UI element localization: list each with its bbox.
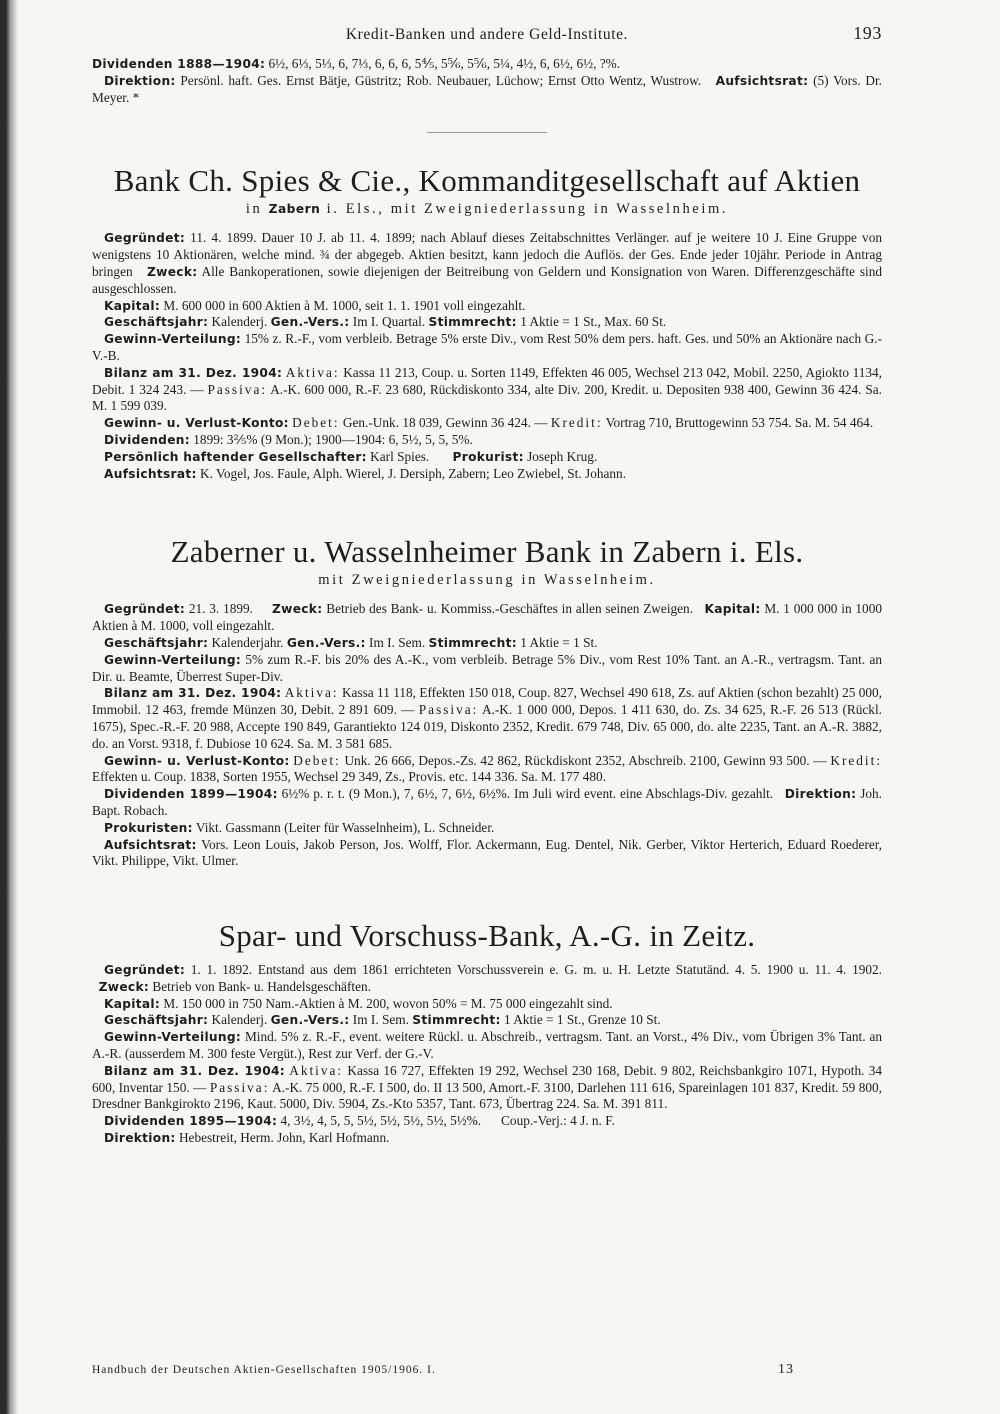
aktiva-text: Kassa 11 213, Coup. u. Sorten 1149, Effekten 46 005, Wechsel 213 042, Mobil. 2250, Agiokto 1134, Debit. 1 324 243. — xyxy=(92,364,883,397)
field-text: 6½% p. r. t. (9 Mon.), 7, 6½, 7, 6½, 6½%. Im Juli wird event. eine Abschlags-Div. gezahlt. xyxy=(281,786,774,802)
field-text: Joh. Bapt. Robach. xyxy=(92,786,882,818)
field-label: Gegründet: xyxy=(104,602,186,617)
field-text: 1 Aktie = 1 St., Grenze 10 St. xyxy=(503,1012,661,1028)
field-text: Joseph Krug. xyxy=(527,448,598,464)
field-label: Dividenden 1895—1904: xyxy=(104,1114,278,1129)
field-label: Geschäftsjahr: xyxy=(104,315,209,330)
field-text: M. 150 000 in 750 Nam.-Aktien à M. 200, wovon 50% = M. 75 000 eingezahlt sind. xyxy=(163,995,613,1011)
section-spacer xyxy=(92,870,882,918)
book-page xyxy=(92,23,883,1147)
field-text: (5) Vors. Dr. Meyer. * xyxy=(92,72,882,105)
kredit-text: Vortrag 710, Bruttogewinn 53 754. Sa. M. 54 464. xyxy=(605,415,874,431)
passiva-text: A.-K. 600 000, R.-F. 23 680, Rückdiskonto 334, alte Div. 200, Kredit. u. Depositen 938 400, Gewinn 36 424. Sa. M. 1 599 039. xyxy=(92,381,882,414)
subtitle-post: i. Els., mit Zweigniederlassung in Wasselnheim. xyxy=(326,201,729,218)
entry-dividenden xyxy=(92,432,882,449)
entry-kapital xyxy=(92,298,882,315)
entry-gewinnverteilung xyxy=(92,1029,882,1063)
field-text: Alle Bankoperationen, sowie diejenigen der Beitreibung von Geldern und Konsignation von Waren. Differenzgeschäfte sind ausgeschlossen. xyxy=(92,263,882,296)
field-text: 6½, 6⅓, 5⅓, 6, 7⅓, 6, 6, 6, 5⅘, 5⅚, 5⅚, 5¼, 4½, 6, 6½, 6½, ?%. xyxy=(268,56,621,71)
debet-label: Debet: xyxy=(293,752,341,768)
bank-subtitle: mit Zweigniederlassung in Wasselnheim. xyxy=(318,572,656,589)
entry-bilanz xyxy=(92,1063,882,1113)
field-label: Kapital: xyxy=(104,996,161,1011)
field-label: Stimmrecht: xyxy=(412,1013,501,1028)
entry-gegruendet xyxy=(92,230,882,297)
field-text: 1. 1. 1892. Entstand aus dem 1861 errichteten Vorschussverein e. G. m. u. H. Letzte Statutänd. 4. 5. 1900 u. 11. 4. 1902. xyxy=(190,962,882,978)
field-label: Geschäftsjahr: xyxy=(104,1013,209,1028)
passiva-text: A.-K. 75 000, R.-F. I 500, do. II 13 500, Amort.-F. 3100, Darlehen 111 616, Spareinlagen 101 837, Kredit. 59 800, Dresdner Bankgirokto 2196, Kaut. 5000, Div. 5904, Zs.-Kto 5357, Tant. 673, Übertrag 224. Sa. M. 391 811. xyxy=(92,1079,883,1112)
entry-direktion xyxy=(92,73,882,107)
field-label: Kapital: xyxy=(104,298,161,313)
field-text: Im I. Sem. xyxy=(369,634,426,650)
field-text: 1899: 3⅖% (9 Mon.); 1900—1904: 6, 5½, 5, 5, 5%. xyxy=(193,431,473,447)
entry-gewinnverteilung xyxy=(92,652,882,686)
field-text: 5% zum R.-F. bis 20% des A.-K., vom verbleib. Betrage 5% Div., vom Rest 10% Tant. an A.-R., vertragsm. Tant. an Dir. u. Beamte, Überrest Super-Div. xyxy=(92,651,882,684)
entry-guv xyxy=(92,753,882,787)
field-label: Gen.-Vers.: xyxy=(286,635,366,650)
field-label: Gewinn-Verteilung: xyxy=(104,332,242,347)
field-label: Aufsichtsrat: xyxy=(104,837,197,852)
field-label: Gewinn- u. Verlust-Konto: xyxy=(104,753,290,768)
entry-gegruendet xyxy=(92,962,882,996)
field-text: Karl Spies. xyxy=(370,448,430,464)
entry-dividenden xyxy=(92,1113,882,1130)
field-label: Bilanz am 31. Dez. 1904: xyxy=(104,1063,285,1078)
running-title: Kredit-Banken und andere Geld-Institute. xyxy=(345,26,629,43)
page-footer xyxy=(92,1364,882,1376)
field-label: Gewinn-Verteilung: xyxy=(104,652,242,667)
entry-kapital xyxy=(92,996,882,1013)
field-text: M. 600 000 in 600 Aktien à M. 1000, seit 1. 1. 1901 voll eingezahlt. xyxy=(163,297,526,313)
aktiva-text: Kassa 11 118, Effekten 150 018, Coup. 827, Wechsel 490 618, Zs. auf Aktien (schon bezahlt) 25 000, Immobil. 12 463, fremde Münzen 30, Debit. 2 891 609. — xyxy=(92,685,883,718)
field-label: Gegründet: xyxy=(104,963,186,978)
kredit-label: Kredit: xyxy=(550,415,603,431)
entry-spies xyxy=(92,163,882,482)
entry-prokuristen xyxy=(92,820,882,837)
entry-zaberner xyxy=(92,534,882,870)
field-text: Kalenderjahr. xyxy=(211,634,284,650)
entry-continuation xyxy=(92,56,882,106)
entry-direktion xyxy=(92,1130,882,1147)
field-text: Kalenderj. xyxy=(211,314,268,330)
field-label: Gegründet: xyxy=(104,231,186,246)
field-label: Zweck: xyxy=(272,602,323,617)
field-label: Dividenden: xyxy=(104,432,190,447)
field-text: Mind. 5% z. R.-F., event. weitere Rückl. u. Abschreib., vertragsm. Tant. an Vorst., 4% Div., vom Übrigen 3% Tant. an A.-R. (ausserdem M. 300 feste Vergüt.), Rest zur Verf. der G.-V. xyxy=(92,1029,882,1062)
bank-title: Zaberner u. Wasselnheimer Bank in Zabern i. Els. xyxy=(170,534,804,570)
field-label: Direktion: xyxy=(104,73,176,88)
kredit-label: Kredit: xyxy=(830,752,883,768)
bank-title: Bank Ch. Spies & Cie., Kommanditgesellschaft auf Aktien xyxy=(113,163,861,199)
passiva-label: Passiva: xyxy=(418,702,479,718)
field-label: Gen.-Vers.: xyxy=(270,315,350,330)
page-number: 193 xyxy=(853,23,882,43)
field-text: Kalenderj. xyxy=(211,1012,268,1028)
field-label: Prokuristen: xyxy=(104,820,193,835)
field-label: Zweck: xyxy=(147,264,198,279)
subtitle-place: Zabern xyxy=(268,202,321,217)
entry-geschaeftsjahr xyxy=(92,1012,882,1029)
field-text: Betrieb des Bank- u. Kommiss.-Geschäftes in allen seinen Zweigen. xyxy=(326,601,694,617)
field-label: Bilanz am 31. Dez. 1904: xyxy=(104,686,282,701)
field-label: Gen.-Vers.: xyxy=(270,1013,350,1028)
entry-aufsichtsrat xyxy=(92,466,882,483)
field-text: Vikt. Gassmann (Leiter für Wasselnheim), L. Schneider. xyxy=(195,819,495,835)
field-text: 1 Aktie = 1 St., Max. 60 St. xyxy=(520,314,667,330)
field-label: Aufsichtsrat: xyxy=(104,466,197,481)
subtitle-pre: in xyxy=(245,201,263,218)
field-label: Geschäftsjahr: xyxy=(104,635,209,650)
field-text: 4, 3½, 4, 5, 5, 5½, 5½, 5½, 5½, 5½%. xyxy=(280,1113,482,1129)
aktiva-label: Aktiva: xyxy=(285,364,340,380)
aktiva-text: Kassa 16 727, Effekten 19 292, Wechsel 230 168, Debit. 9 802, Reichsbankgiro 1071, Hypoth. 34 600, Inventar 150. — xyxy=(92,1062,882,1095)
field-text: Im I. Quartal. xyxy=(352,314,426,330)
field-text: Persönl. haft. Ges. Ernst Bätje, Güstritz; Rob. Neubauer, Lüchow; Ernst Otto Wentz, Wustrow. xyxy=(180,72,702,88)
passiva-label: Passiva: xyxy=(207,381,268,397)
field-label: Direktion: xyxy=(104,1131,176,1146)
field-text: 1 Aktie = 1 St. xyxy=(520,634,598,650)
bank-title: Spar- und Vorschuss-Bank, A.-G. in Zeitz. xyxy=(218,918,756,954)
running-head xyxy=(92,23,882,56)
field-text: 11. 4. 1899. Dauer 10 J. ab 11. 4. 1899; nach Ablauf dieses Zeitabschnittes Verlänger. auf je weitere 10 J. Eine Gruppe von wenigstens 10 Aktionären, welche mind. ¾ der abgegeb. Aktien besitzt, kann jedoch die Auflös. der Ges. Ende jeder 10jähr. Periode in Antrag bringen xyxy=(92,230,882,279)
passiva-text: A.-K. 1 000 000, Depos. 1 411 630, do. Zs. 34 625, R.-F. 26 513 (Rückl. 1675), Spec.-R.-F. 20 988, Accepte 190 849, Garantiekto 124 019, Diskonto 2352, Kredit. 679 748, Div. 65 000, do. alte 2235, Tant. an A.-R. 3882, do. an Vorst. 9318, f. Dubiose 10 624. Sa. M. 3 581 685. xyxy=(92,702,882,751)
field-label: Aufsichtsrat: xyxy=(715,73,809,88)
section-divider xyxy=(427,132,547,133)
kredit-text: Effekten u. Coup. 1838, Sorten 1955, Wechsel 29 349, Zs., Provis. etc. 144 336. Sa. M. 177 480. xyxy=(92,769,607,785)
debet-text: Unk. 26 666, Depos.-Zs. 42 862, Rückdiskont 2352, Abschreib. 2100, Gewinn 93 500. — xyxy=(344,752,827,768)
field-label: Bilanz am 31. Dez. 1904: xyxy=(104,365,283,380)
field-text: M. 1 000 000 in 1000 Aktien à M. 1000, voll eingezahlt. xyxy=(92,601,883,634)
coupon-verjaehrung: Coup.-Verj.: 4 J. n. F. xyxy=(501,1113,615,1129)
entry-geschaeftsjahr xyxy=(92,635,882,652)
entry-guv xyxy=(92,415,882,432)
field-label: Stimmrecht: xyxy=(428,315,517,330)
field-label: Dividenden 1899—1904: xyxy=(104,787,278,802)
field-text: Im I. Sem. xyxy=(352,1012,409,1028)
footer-signature: 13 xyxy=(778,1362,794,1377)
entry-bilanz xyxy=(92,685,882,752)
field-label: Gewinn- u. Verlust-Konto: xyxy=(104,416,289,431)
entry-gesellschafter xyxy=(92,449,882,466)
footer-book-title: Handbuch der Deutschen Aktien-Gesellschaften 1905/1906. I. xyxy=(92,1364,436,1376)
field-text: 21. 3. 1899. xyxy=(188,601,253,617)
field-label: Stimmrecht: xyxy=(428,635,517,650)
field-text: Vors. Leon Louis, Jakob Person, Jos. Wolff, Flor. Ackermann, Eug. Dentel, Nik. Gerber, Viktor Herterich, Eduard Roederer, Vikt. Philippe, Vikt. Ulmer. xyxy=(92,836,882,869)
section-spacer xyxy=(92,482,882,534)
aktiva-label: Aktiva: xyxy=(284,685,339,701)
entry-gewinnverteilung xyxy=(92,331,882,365)
entry-dividenden xyxy=(92,56,882,73)
field-label: Gewinn-Verteilung: xyxy=(104,1030,242,1045)
field-text: 15% z. R.-F., vom verbleib. Betrage 5% erste Div., vom Rest 50% dem pers. haft. Ges. und 50% an Aktionäre nach G.-V.-B. xyxy=(92,331,883,363)
field-label: Zweck: xyxy=(98,979,150,994)
debet-text: Gen.-Unk. 18 039, Gewinn 36 424. — xyxy=(342,415,548,431)
bank-subtitle xyxy=(92,201,882,218)
entry-aufsichtsrat xyxy=(92,837,882,871)
field-label: Persönlich haftender Gesellschafter: xyxy=(104,449,367,464)
field-label: Kapital: xyxy=(704,602,761,617)
entry-geschaeftsjahr xyxy=(92,314,882,331)
field-label: Direktion: xyxy=(784,787,857,802)
entry-bilanz xyxy=(92,365,882,415)
field-text: K. Vogel, Jos. Faule, Alph. Wierel, J. Dersiph, Zabern; Leo Zwiebel, St. Johann. xyxy=(200,465,627,481)
debet-label: Debet: xyxy=(292,415,340,431)
field-label: Dividenden 1888—1904: xyxy=(92,57,266,71)
entry-gegruendet xyxy=(92,601,882,635)
entry-dividenden xyxy=(92,786,882,820)
field-text: Betrieb von Bank- u. Handelsgeschäften. xyxy=(152,978,371,994)
entry-zeitz xyxy=(92,918,882,1147)
scan-shadow-edge xyxy=(0,0,18,1414)
field-label: Prokurist: xyxy=(452,449,524,464)
aktiva-label: Aktiva: xyxy=(289,1062,344,1078)
passiva-label: Passiva: xyxy=(209,1079,270,1095)
field-text: Hebestreit, Herm. John, Karl Hofmann. xyxy=(178,1130,390,1146)
